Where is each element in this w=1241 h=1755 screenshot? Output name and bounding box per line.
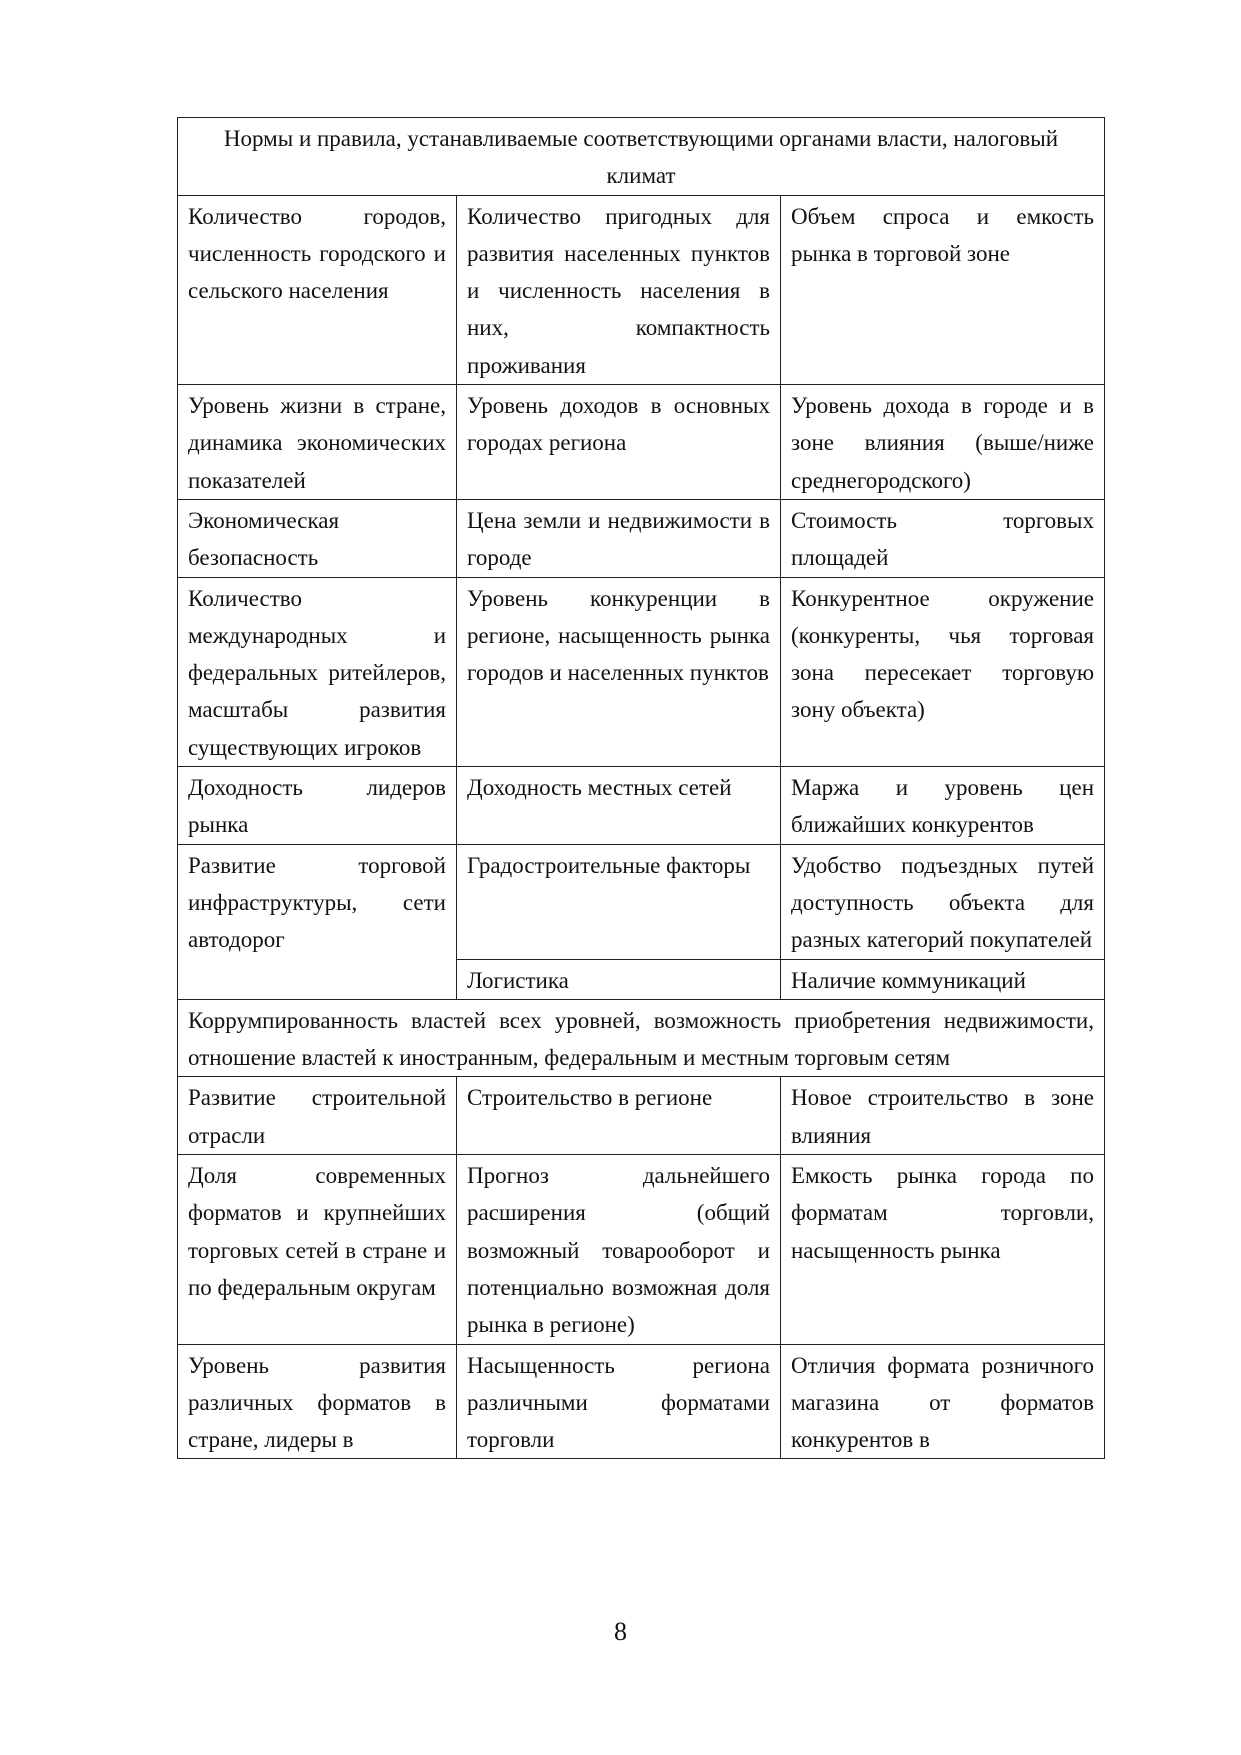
table-cell: Отличия формата розничного магазина от форматов конкурентов в (781, 1344, 1105, 1459)
table-cell: Цена земли и недвижимости в городе (457, 499, 781, 577)
table-cell: Наличие коммуникаций (781, 959, 1105, 999)
table-cell: Развитие строительной отрасли (178, 1077, 457, 1155)
table-row (178, 577, 1105, 766)
table-row (178, 767, 1105, 845)
table-cell: Объем спроса и емкость рынка в торговой зоне (781, 195, 1105, 384)
table-cell: Уровень дохода в городе и в зоне влияния (выше/ниже среднегородского) (781, 385, 1105, 500)
table-cell: Конкурентное окружение (конкуренты, чья торговая зона пересекает торговую зону объекта) (781, 577, 1105, 766)
table-cell: Строительство в регионе (457, 1077, 781, 1155)
table-row (178, 999, 1105, 1077)
table-cell: Количество городов, численность городского и сельского населения (178, 195, 457, 384)
table-row (178, 844, 1105, 959)
merged-cell: Коррумпированность властей всех уровней, возможность приобретения недвижимости, отношение властей к иностранным, федеральным и местным торговым сетям (178, 999, 1105, 1077)
table-cell: Уровень доходов в основных городах региона (457, 385, 781, 500)
factors-table (177, 117, 1105, 1459)
table-cell: Насыщенность региона различными форматами торговли (457, 1344, 781, 1459)
table-cell: Количество международных и федеральных ритейлеров, масштабы развития существующих игроков (178, 577, 457, 766)
table-row (178, 118, 1105, 196)
table-cell: Градостроительные факторы (457, 844, 781, 959)
page-number: 8 (614, 1617, 627, 1646)
table-cell: Экономическая безопасность (178, 499, 457, 577)
table-cell: Развитие торговой инфраструктуры, сети автодорог (178, 844, 457, 999)
table-row (178, 1344, 1105, 1459)
table-cell: Прогноз дальнейшего расширения (общий возможный товарооборот и потенциально возможная доля рынка в регионе) (457, 1155, 781, 1344)
table-cell: Маржа и уровень цен ближайших конкурентов (781, 767, 1105, 845)
table-row (178, 1155, 1105, 1344)
table-cell: Количество пригодных для развития населенных пунктов и численность населения в них, компактность проживания (457, 195, 781, 384)
header-cell: Нормы и правила, устанавливаемые соответствующими органами власти, налоговый климат (178, 118, 1105, 196)
table-cell: Доходность лидеров рынка (178, 767, 457, 845)
table-row (178, 1077, 1105, 1155)
table-row (178, 195, 1105, 384)
table-row (178, 385, 1105, 500)
table-cell: Логистика (457, 959, 781, 999)
table-cell: Доля современных форматов и крупнейших торговых сетей в стране и по федеральным округам (178, 1155, 457, 1344)
table-cell: Емкость рынка города по форматам торговли, насыщенность рынка (781, 1155, 1105, 1344)
table-cell: Уровень конкуренции в регионе, насыщенность рынка городов и населенных пунктов (457, 577, 781, 766)
table-cell: Новое строительство в зоне влияния (781, 1077, 1105, 1155)
table-row (178, 499, 1105, 577)
table-cell: Доходность местных сетей (457, 767, 781, 845)
table-cell: Уровень жизни в стране, динамика экономических показателей (178, 385, 457, 500)
table-cell: Удобство подъездных путей доступность объекта для разных категорий покупателей (781, 844, 1105, 959)
table-cell: Стоимость торговых площадей (781, 499, 1105, 577)
table-cell: Уровень развития различных форматов в стране, лидеры в (178, 1344, 457, 1459)
